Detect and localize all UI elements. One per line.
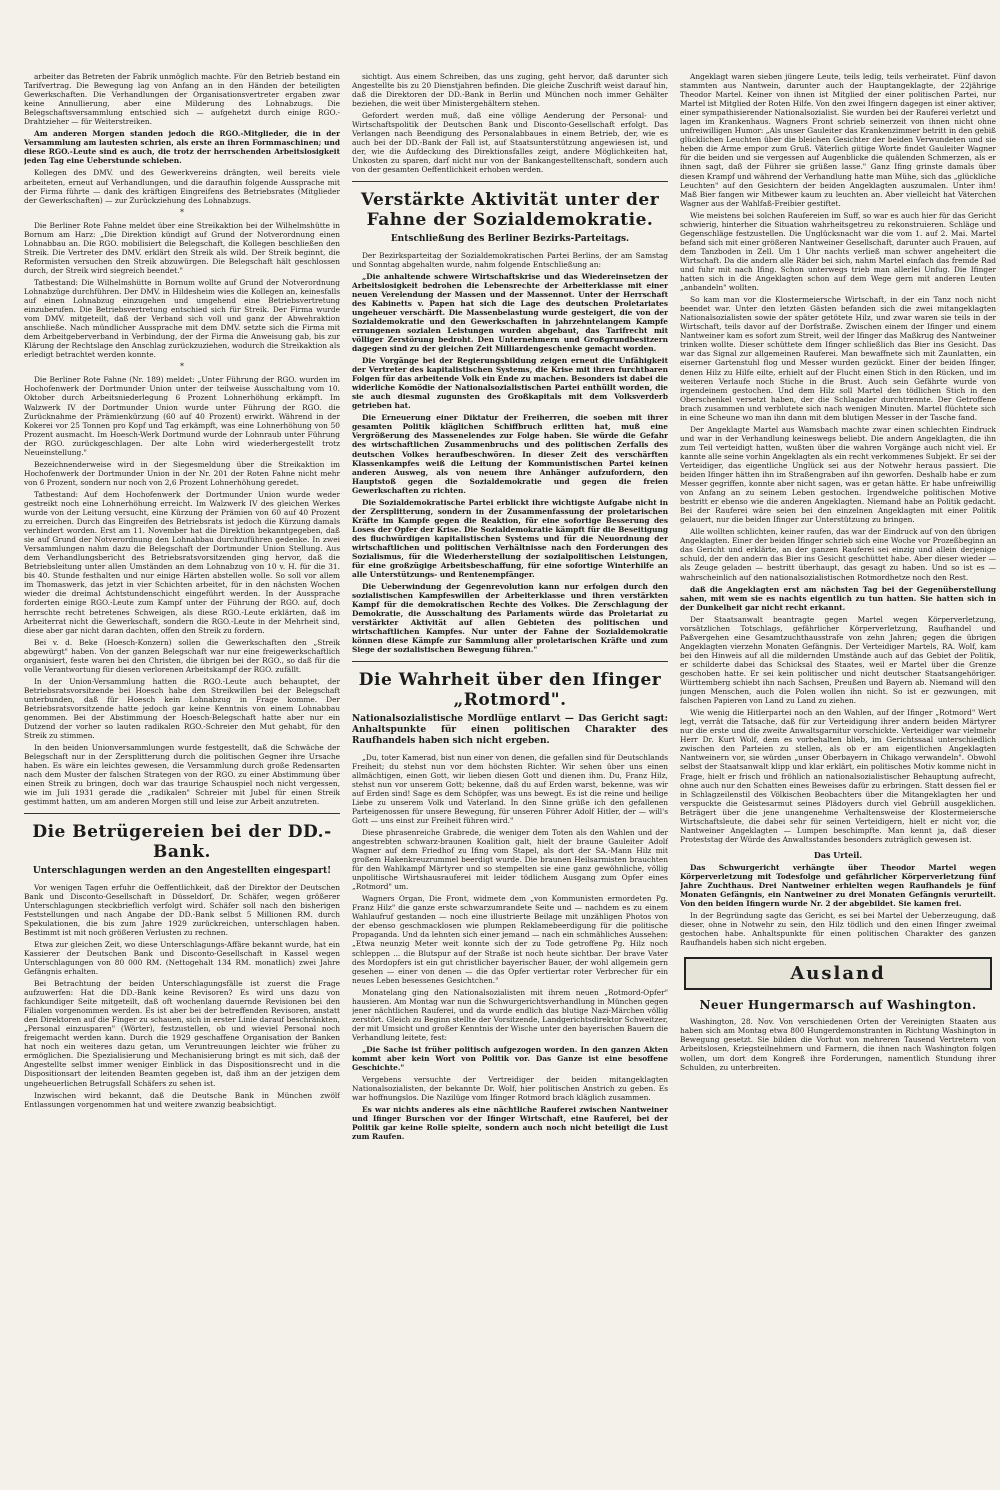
article-paragraph: Angeklagt waren sieben jüngere Leute, teils ledig, teils verheiratet. Fünf davon stammten aus Nantwein, darunter auch der Hauptangeklagte, der 22jährige Theodor Martel. Keiner von ihnen ist Mitglied der einer politischen Partei, nur Martel ist Mitglied der Roten Hilfe. Von den zwei Ifingern dagegen ist einer aktiver, einer sympathisierender Nationalsozialist. Sie wurden bei der Rauferei verletzt und lagen im Krankenhaus. Wagners Front schrieb seinerzeit von ihnen nicht ohne unfreiwilligen Humor: „Als unser Gauleiter das Krankenzimmer betritt in den gebiß glücklichen Leuchten über die bleichen Gesichter der beiden Verwundeten und sie heben die Arme empor zum Gruß. Väterlich gütige Worte findet Gauleiter Wagner für die beiden und sie vergessen auf Augenblicke die quälenden Schmerzen, als er ihnen sagt, daß der Führer sie grüßen lasse." Ganz Ifing grinste damals über diesen Krampf und während der Verhandlung hatte man Mühe, sich das „glückliche Leuchten" auf den Gesichtern der beiden Angeklagten auszumalen. Unter ihm! Maß Bier fangen wir Mitbewer kaum zu leuchten an. Aber vielleicht hat Väterchen Wagner aus der Wahlfaß-Freibier gestiftet. — [680, 72, 996, 208]
subheadline-rotmord: Nationalsozialistische Mordlüge entlarvt — Das Gericht sagt: Anhaltspunkte für einen politischen Charakter des Raufhandels haben sich nicht ergeben. — [352, 713, 668, 746]
headline-rotmord: Die Wahrheit über den Ifinger „Rotmord". — [358, 669, 662, 710]
article-paragraph: Die Berliner Rote Fahne meldet über eine Streikaktion bei der Wilhelmshütte in Bornum am Harz: „Die Direktion kündigt auf Grund der Notverordnung einen Lohnabbau an. Die RGO. mobilisiert die Belegschaft, die Kollegen beschließen den Streik. Die Vertreter des DMV. erklärt den Streik als wild. Der Streik beginnt, die Reformisten versuchen den Streik abzuwürgen. Die Belegschaft hält geschlossen durch, der Streik wird siegreich beendet." — [24, 220, 340, 275]
section-banner-ausland: Ausland — [684, 957, 992, 990]
article-paragraph: Tatbestand: Auf dem Hochofenwerk der Dortmunder Union wurde weder gestreikt noch eine Lohnerhöhung erreicht. Im Walzwerk IV des gleichen Werkes wurde von der Leitung versucht, eine Kürzung der Prämien von 60 auf 40 Prozent zu erreichen. Durch das Eingreifen des Betriebsrats ist jedoch die Kürzung damals verhindert worden. Erst am 11. November hat die Direktion bekanntgegeben, daß sie auf Grund der Notverordnung den Lohnabbau durchzuführen gedenke. In zwei Versammlungen nahm dazu die Belegschaft der Dortmunder Union Stellung. Aus dem Verhandlungsbericht des Betriebsratsvorsitzenden ging hervor, daß die Betriebsleitung unter allen Umständen an dem Lohnabzug von 10 v. H. für die 31. bis 40. Stunde festhalten und nur einige Härten abstellen wolle. So soll vor allem im Thomaswerk, das jetzt in vier Schichten arbeitet, für in den nächsten Wochen wieder die dreimal Achtstundenschicht eingeführt werden. In der Aussprache forderten einige RGO.-Leute zum Kampf unter der Führung der RGO. auf, doch herrschte recht betretenes Schweigen, als diese RGO.-Leute erklärten, daß im Arbeiterrat nicht die Gewerkschaft, sondern die RGO.-Leute in der Mehrheit sind, diese aber gar nicht daran dachten, offen den Streik zu fordern. — [24, 489, 340, 635]
column-2 — [352, 72, 668, 1480]
article-paragraph: Wie meistens bei solchen Raufereien im Suff, so war es auch hier für das Gericht schwierig, hinterher die Situation wahrheitsgetreu zu rekonstruieren. Schläge und Gegenschläge festzustellen. Die Unglücksnacht war die vom 1. auf 2. Mai. Martel befand sich mit einer größeren Nantweiner Gesellschaft, darunter auch Frauen, auf dem Tanzboden in Zell. Um 1 Uhr nachts verließ man schwer angeheitert die Wirtschaft. Da die andern alle Räder bei sich, nahm Martel einfach das fremde Rad und fuhr mit nach Ifing. Schon unterwegs trieb man allerlei Unfug. Die Ifinger hatten sich in die Angeklagten schon auf dem Wege gern mit anderen Leuten „anbandeln" wollten. — [680, 210, 996, 293]
article-paragraph: Tatbestand: Die Wilhelmshütte in Bornum wollte auf Grund der Notverordnung Lohnabzüge durchführen. Der DMV. in Hildesheim wies die Kollegen an, keinesfalls auf einen Lohnabzug einzugehen und umgehend eine Betriebsvertretung einzuberufen. Die Betriebsvertretung entschied sich für Streik. Der Firma wurde vom DMV. mitgeteilt, daß der Verband sich voll und ganz der Abwehraktion anschließe. Nach mündlicher Aussprache mit dem DMV. setzte sich die Firma mit dem Arbeitgeberverband in Verbindung, der der Firma die Anweisung gab, bis zur Klärung der Rechtslage den Anschlag zurückzuziehen, wodurch die Streikaktion als erledigt betrachtet werden konnte. — [24, 277, 340, 360]
separator-star: * — [180, 207, 184, 217]
article-paragraph: Vor wenigen Tagen erfuhr die Oeffentlichkeit, daß der Direktor der Deutschen Bank und Disconto-Gesellschaft in Düsseldorf, Dr. Schäfer, wegen größerer Unterschlagungen steckbrieflich verfolgt wird. Schäfer soll nach den bisherigen Feststellungen und nach Angabe der DD.-Bank selbst 5 Millionen RM. durch Spekulationen, die bis zum Jahre 1929 zurückreichen, unterschlagen haben. Bestimmt ist mit noch größeren Verlusten zu rechnen. — [24, 882, 340, 937]
column-1 — [24, 72, 340, 1480]
headline-sozialdemokratie: Verstärkte Aktivität unter der Fahne der Sozialdemokratie. — [360, 189, 660, 230]
article-paragraph: Inzwischen wird bekannt, daß die Deutsche Bank in München zwölf Entlassungen vorgenommen hat und weitere zwanzig beabsichtigt. — [24, 1090, 340, 1109]
article-paragraph: Die Sozialdemokratische Partei erblickt ihre wichtigste Aufgabe nicht in der Zersplitterung, sondern in der Zusammenfassung der proletarischen Kräfte im Kampfe gegen die Reaktion, für eine sofortige Besserung des Loses der Opfer der Krise. Die Sozialdemokratie kämpft für die Beseitigung des fluchwürdigen kapitalistischen Systems und für die Neuordnung der wirtschaftlichen und politischen Verhältnisse nach den Forderungen des Sozialismus, für die Wiederherstellung der sozialpolitischen Leistungen, für eine großzügige Arbeitsbeschaffung, für eine sofortige Winterhilfe an alle Unterstützungs- und Rentenempfänger. — [352, 497, 668, 580]
subheadline-sozialdemokratie: Entschließung des Berliner Bezirks-Parteitags. — [390, 233, 630, 244]
article-paragraph: daß die Angeklagten erst am nächsten Tag bei der Gegenüberstellung sahen, mit wem sie es nachts eigentlich zu tun hatten. Sie hatten sich in der Dunkelheit gar nicht recht erkannt. — [680, 584, 996, 612]
separator-star: * — [180, 362, 184, 372]
article-paragraph: Wie wenig die Hitlerpartei noch an den Wahlen, auf der Ifinger „Rotmord" Wert legt, verrät die Tatsache, daß für zur Verteidigung ihrer andern beiden Märtyrer nur die erste und die zweite Anwaltsgarnitur vorschickte. Verteidiger war vielmehr Herr Dr. Kurt Wolf, dem es vorbehalten blieb, im Gerichtssaal unterschiedlich zwischen den Parteien zu stellen, als ob er am eigentlichen Angeklagten Nantweinern vor, sie würden „unser Oberbayern in Chikago verwandeln". Obwohl selbst der Staatsanwalt klipp und klar erklärt, ein politisches Motiv komme nicht in Frage, hielt er frisch und fröhlich an nationalsozialistischer Behauptung aufrecht, ohne auch nur den Schatten eines Beweises dafür zu erbringen. Statt dessen fiel er in Schlagzeilenstil des Völkischen Beobachters über die Mitangeklagten her und verspuckte die Geistesarmut seines Plädoyers durch viel Gebrüll ausgeklichen. Beträgert über die jene unangenehme Verhaltensweise der Klostermeiersche Wirtschaftsleute, die dabei sehr für seinen Verteidigern, hielt er nicht vor, die Nantweiner Angeklagten — Lumpen beschimpfte. Man kennt ja, daß dieser Proteststag der Würde des Anwaltsstandes besonders zuträglich gewesen ist. — [680, 708, 996, 844]
headline-ddbank: Die Betrügereien bei der DD.-Bank. — [32, 821, 332, 862]
article-paragraph: Die Ueberwindung der Gegenrevolution kann nur erfolgen durch den sozialistischen Kampfeswillen der Arbeiterklasse und ihren verstärkten Kampf für die demokratischen Rechte des Volkes. Die Zerschlagung der Demokratie, die Ausschaltung des Parlaments würde das Proletariat zu verstärkter Aktivität auf allen Gebieten des politischen und wirtschaftlichen Kampfes. Nur unter der Fahne der Sozialdemokratie können diese Kämpfe zur Sammlung aller proletarischen Kräfte und zum Siege der sozialistischen Bewegung führen." — [352, 582, 668, 655]
article-paragraph: In den beiden Unionversammlungen wurde festgestellt, daß die Schwäche der Belegschaft nur in der Zersplitterung durch die politischen Gegner ihre Ursache haben. Es wäre ein leichtes gewesen, die Versammlung durch große Redensarten nach dem Muster der falschen Strategen von der RGO. zu einer Abstimmung über einen Streik zu bringen, doch war das traurige Schauspiel noch nicht vergessen, wie im Juli 1931 gerade die „radikalen" Schreier mit Jubel für einen Streik gestimmt hatten, um am anderen Morgen still und leise zur Arbeit anzutreten. — [24, 743, 340, 807]
article-divider — [352, 181, 668, 182]
article-paragraph: Der Staatsanwalt beantragte gegen Martel wegen Körperverletzung, vorsätzlichen Totschlags, gefährlicher Körperverletzung, Raufhandel und Paßvergehen eine Gesamtzuchthausstrafe von zehn Jahren; gegen die übrigen Angeklagten vierzehn Monaten Gefängnis. Der Verteidiger Martels, RA. Wolf, kam bei den Hinweis auf all die mildernden Umstände auch auf das Gebiet der Politik, er schilderte dabei das Schicksal des Staates, weil er Martel über die Grenze geschoben hatte. Er sei kein politischer und nicht deutscher Staatsangehöriger. Württemberg schiebt ihn nach Sachsen, Preußen und Bayern ab. Niemand will den jungen Menschen, auch die Polen wollen ihn nicht. So ist er gezwungen, mit falschen Papieren von Land zu Land zu ziehen. — [680, 614, 996, 706]
article-paragraph: Etwa zur gleichen Zeit, wo diese Unterschlagungs-Affäre bekannt wurde, hat ein Kassierer der Deutschen Bank und Disconto-Gesellschaft in Kassel wegen Unterschlagungen von 80 000 RM. (Nettogehalt 134 RM. monatlich) zwei Jahre Gefängnis erhalten. — [24, 939, 340, 976]
article-divider — [24, 813, 340, 814]
article-paragraph: Es war nichts anderes als eine nächtliche Rauferei zwischen Nantweiner und Ifinger Burschen vor der Ifinger Wirtschaft, eine Rauferei, bei der Politik gar keine Rolle spielte, sondern auch noch nicht beteiligt die Lust zum Raufen. — [352, 1105, 668, 1142]
article-paragraph: Bei v. d. Beke (Hoesch-Konzern) sollen die Gewerkschaften den „Streik abgewürgt" haben. Von der ganzen Belegschaft war nur eine freigewerkschaftlich organisiert, feste waren bei den Christen, die übrigen bei der RGO., so daß für die volle Verantwortung für diesen verlorenen Arbeitskampf der RGO. zufällt. — [24, 637, 340, 674]
article-paragraph: Der Bezirksparteitag der Sozialdemokratischen Partei Berlins, der am Samstag und Sonntag abgehalten wurde, nahm folgende Entschließung an: — [352, 250, 668, 269]
column-3 — [680, 72, 996, 1480]
article-divider — [352, 661, 668, 662]
article-paragraph: Washington, 28. Nov. Von verschiedenen Orten der Vereinigten Staaten aus haben sich am Montag etwa 800 Hungerdemonstranten in Richtung Washington in Bewegung gesetzt. Sie bilden die Vorhut von mehreren Tausend Vertretern von Arbeitslosen, Kriegsteilnehmern und Farmern, die ihnen nach Washington folgen wollen, um dort dem Kongreß ihre Forderungen, namentlich Stundung ihrer Schulden, zu unterbreiten. — [680, 1017, 996, 1072]
article-paragraph: Bezeichnenderweise wird in der Siegesmeldung über die Streikaktion im Hochofenwerk der Dortmunder Union in der Nr. 201 der Roten Fahne nicht mehr von 6 Prozent, sondern nur noch von 2,6 Prozent Lohnerhöhung geredet. — [24, 459, 340, 487]
article-paragraph: Diese phrasenreiche Grabrede, die weniger dem Toten als den Wahlen und der angestrebten schwarz-braunen Koalition galt, hielt der braune Gauleiter Adolf Wagner auf dem Friedhof zu Ifing vom Stapel, als dort der SA.-Mann Hilz mit großem Hakenkreuzrummel beerdigt wurde. Die braunen Heilsarmisten brauchten für den Wahlkampf Märtyrer und so stempelten sie eine ganz gewöhnliche, völlig unpolitische Wirtshausrauferei mit leider tödlichem Ausgang zum Opfer eines „Rotmord" um. — [352, 827, 668, 892]
section-title-urteil: Das Urteil. — [813, 849, 863, 860]
article-paragraph: Die Vorgänge bei der Regierungsbildung zeigen erneut die Unfähigkeit der Vertreter des kapitalistischen Systems, die Krise mit ihren furchtbaren Folgen für das arbeitende Volk ein Ende zu machen. Besonders ist dabei die widerliche Komödie der Nationalsozialistischen Partei enthüllt worden, die sie auch diesmal zugunsten des Großkapitals mit dem Volksverderb getrieben hat. — [352, 356, 668, 411]
article-paragraph: Alle wollten schlichten, keiner raufen, das war der Eindruck auf von den übrigen Angeklagten. Einer der beiden Ifinger schrieb sich eine Woche vor Prozeßbeginn an das Gericht und erklärte, an der ganzen Rauferei sei einzig und allein derjenige schuld, der den andern das Bier ins Gesicht geschüttet habe. Aber dieser wieder — als Zeuge geladen — bestritt überhaupt, das gesagt zu haben. Und so ist es — wahrscheinlich auf den nationalsozialistischen Rotmordhetze noch den Rest. — [680, 527, 996, 582]
article-paragraph: Vergebens versuchte der Vertreidiger der beiden mitangeklagten Nationalsozialisten, der bekannte Dr. Wolf, hier politischen Anstrich zu geben. Es war hoffnungslos. Die Nazilüge vom Ifinger Rotmord brach kläglich zusammen. — [352, 1075, 668, 1103]
article-paragraph: Die Berliner Rote Fahne (Nr. 189) meldet: „Unter Führung der RGO. wurden im Hochofenwerk der Dortmunder Union unter der teilweise Ausschaltung vom 10. Oktober durch Arbeitsniederlegung 6 Prozent Lohnerhöhung erkämpft. Im Walzwerk IV der Dortmunder Union wurde unter Führung der RGO. die Zurücknahme der Prämienkürzung (60 auf 40 Prozent) erwirkt. Während in der Kokerei vor 25 Tonnen pro Kopf und Tag erkämpft, was eine Lohnerhöhung von 50 Prozent ausmacht. Im Hoesch-Werk Dortmund wurde der Lohnraub unter Führung der RGO. zurückgeschlagen. Der alte Lohn wird wiederhergestellt trotz Neueinstellung." — [24, 375, 340, 457]
article-paragraph: Die Erneuerung einer Diktatur der Freiherren, die soeben mit ihrer gesamten Politik kläglichen Schiffbruch erlitten hat, muß eine Vergrößerung des Massenelendes zur Folge haben. Sie würde die Gefahr des wirtschaftlichen Zusammenbruchs und des politischen Zerfalls des deutschen Volkes heraufbeschwören. In dieser Zeit des verschärften Klassenkampfes weiß die Leitung der Kommunistischen Partei keinen anderen Ausweg, als von neuem ihre Anhänger aufzufordern, den Hauptstoß gegen die Sozialdemokratie und gegen die freien Gewerkschaften zu richten. — [352, 413, 668, 495]
article-paragraph: arbeiter das Betreten der Fabrik unmöglich machte. Für den Betrieb bestand ein Tarifvertrag. Die Bewegung lag von Anfang an in den Händen der beteiligten Gewerkschaften. Die Verhandlungen der Organisationsvertreter ergaben zwar keine Annullierung, aber eine Milderung des Lohnabzugs. Die Belegschaftsversammlung entschied sich — aufgehetzt durch einige RGO.-Drahtzieher — für Weiterstreiken. — [24, 72, 340, 127]
article-paragraph: Kollegen des DMV. und des Gewerkvereins drängten, weil bereits viele arbeiteten, erneut auf Verhandlungen, und die daraufhin folgende Aussprache mit der Firma führte — dank des kräftigen Eingreifens des Betriebsrates (Mitglieder der Gewerkschaften) — zur Zurückziehung des Lohnabzugs. — [24, 168, 340, 205]
article-paragraph: Monatelang ging den Nationalsozialisten mit ihrem neuen „Rotmord-Opfer" hausieren. Am Montag war nun die Schwurgerichtsverhandlung in München gegen jener nächtlichen Rauferei, und da wurde endlich das blutige Nazi-Märchen völlig zerstört. Gleich zu Beginn stellte der Vorsitzende, Landgerichtsdirektor Schweitzer, der mit Umsicht und großer Kenntnis der Wische unter den bayerischen Bauern die Verhandlung leitete, fest: — [352, 987, 668, 1042]
article-paragraph: Der Angeklagte Martel aus Wamsbach machte zwar einen schlechten Eindruck und war in der Verhandlung keineswegs beliebt. Die andern Angeklagten, die ihn zum Teil verteidigt hatten, wußten über die wahren Vorgänge auch nicht viel. Er kannte alle seine vorhin Angeklagten als ein recht verkommenes Subjekt. Er sei der Verteidiger, das eigentliche Unglück sei aus der Notwehr heraus passiert. Die beiden Ifinger hätten ihn im Straßengraben auf ihn geworfen. Deshalb habe er zum Messer gegriffen, konnte aber nicht sagen, was er getan hätte. Er habe unfreiwillig von Anfang an zu seinem Leben gestochen. Irgendwelche politischen Motive bestritt er ebenso wie die anderen Angeklagten. Niemand habe an Politik gedacht. Bei der Rauferei wäre seien bei den einzelnen Angeklagten mit einer Politik gelauert, nur die beiden Ifinger zur Unterstützung zu bringen. — [680, 424, 996, 525]
article-paragraph: sichtigt. Aus einem Schreiben, das uns zuging, geht hervor, daß darunter sich Angestellte bis zu 20 Dienstjahren befinden. Die gleiche Zuschrift weist darauf hin, daß die Direktoren der DD.-Bank in Berlin und München noch immer Gehälter beziehen, die weit über Ministergehältern stehen. — [352, 72, 668, 109]
article-paragraph: So kam man vor die Klostermeiersche Wirtschaft, in der ein Tanz noch nicht beendet war. Unter den letzten Gästen befanden sich die zwei mitangeklagten Nationalsozialisten sowie der später getötete Hilz, und zwar waren sie teils in der Wirtschaft, teils davor auf der Dorfstraße. Zwischen einem der Ifinger und einem Nantweiner kam es sofort zum Streit, weil der Ifinger das Maßkrug des Nantweiner trinken wollte. Dieser schüttete dem Ifinger schließlich das Bier ins Gesicht. Das war das Signal zur allgemeinen Rauferei. Man bewaffnete sich mit Zaunlatten, ein eiserner Gartenstuhl flog und Messer wurden gezückt. Einer der beiden Ifinger, denen Hilz zu Hilfe eilte, erhielt auf der Flucht einen Stich in den Rücken, und im weiteren Verlaufe noch Stiche in die Brust. Auch sein Gefährte wurde von irgendeinem gestochen. Und dem Hilz soll Martel den tödlichen Stich in den Oberschenkel versetzt haben, der die Schlagader durchtrennte. Der Getroffene brach zusammen und verblutete sich nach wenigen Minuten. Martel flüchtete sich in eine Scheune wo man ihn dann mit dem blutigen Messer in der Tasche fand. — [680, 295, 996, 422]
article-paragraph: Das Schwurgericht verhängte über Theodor Martel wegen Körperverletzung mit Todesfolge und gefährlicher Körperverletzung fünf Jahre Zuchthaus. Drei Nantweiner erhielten wegen Raufhandels je fünf Monaten Gefängnis, ein Nantweiner zu drei Monaten Gefängnis verurteilt. Von den beiden Ifingern wurde Nr. 2 der abgebildet. Sie kamen frei. — [680, 862, 996, 909]
article-paragraph: Wagners Organ, Die Front, widmete dem „von Kommunisten ermordeten Pg. Franz Hilz" die ganze erste schwarzumrandete Seite und — nachdem es zu einem Wahlaufruf gestanden — noch eine illustrierte Beilage mit unzähligen Photos von der ebenso geschmacklosen wie plumpen Reklamebeerdigung für die politische Propaganda. Und da lehnten sich einer jemand — nach ein schmähliches Aussehen: „Etwa neunzig Meter weit konnte sich der zu Tode getroffene Pg. Hilz noch schleppen ... die Blutspur auf der Straße ist noch heute sichtbar. Der brave Vater des Mordopfers ist ein gut christlicher bayerischer Bauer, der wohl allgemein gern gesehen — einer von denen — die das Opfer vertiertar roter Verbrecher für ein neues Leben besessenes Gesichtchen." — [352, 894, 668, 985]
article-paragraph: „Die anhaltende schwere Wirtschaftskrise und das Wiedereinsetzen der Arbeitslosigkeit bedrohen die Lebensrechte der Arbeiterklasse mit einer neuen Verelendung der Massen und der Massennot. Unter der Herrschaft des Kabinetts v. Papen hat sich die Lage des deutschen Proletariates ungeheuer verschärft. Die Massenbelastung wurde gesteigert, die von der Sozialdemokratie und den Gewerkschaften in jahrzehntelangem Kampfe errungenen sozialen Leistungen wurden abgebaut, das Tarifrecht mit völliger Zerstörung bedroht. Den Unternehmern und Großgrundbesitzern dagegen sind zu der gleichen Zeit Milliardengeschenke gemacht worden. — [352, 271, 668, 353]
article-paragraph: In der Begründung sagte das Gericht, es sei bei Martel der Ueberzeugung, daß dieser, ohne in Notwehr zu sein, den Hilz tödlich und den einen Ifinger zweimal gestochen habe. Anhaltspunkte für einen politischen Charakter des ganzen Raufhandels haben sich nicht ergeben. — [680, 911, 996, 948]
article-paragraph: „Du, toter Kamerad, bist nun einer von denen, die gefallen sind für Deutschlands Freiheit; du stehst nun vor dem höchsten Richter. Wir sehen über uns einen allmächtigen, einen Gott, wir lieben diesen Gott und dienen ihm. Du, Franz Hilz, stehst nun vor unserem Gott; bekenne, daß du auf Erden warst, bekenne, was wir auf Erden sind! Sage es dem Schöpfer, was uns bewegt. Es ist die reine und heilige Liebe zu unserem Volk und Vaterland. In den Sinne grüße ich den gefallenen Parteigenossen für unsere Bewegung, für unseren Führer Adolf Hitler, der — will's Gott — uns einst zur Freiheit führen wird." — [352, 752, 668, 825]
article-paragraph: In der Union-Versammlung hatten die RGO.-Leute auch behauptet, der Betriebsratsvorsitzende bei Hoesch habe den Streikwillen bei der Belegschaft unterbunden, daß für Hoesch kein Lohnabzug in Frage komme. Der Betriebsratsvorsitzende hatte jedoch gar keine Kenntnis von einem Lohnabbau genommen. Bei der Abstimmung der Hoesch-Belegschaft hatte aber nur ein Dutzend der vorher so lauten radikalen RGO.-Schreier den Mut gehabt, für den Streik zu stimmen. — [24, 676, 340, 741]
article-paragraph-bold: Am anderen Morgen standen jedoch die RGO.-Mitglieder, die in der Versammlung am lautesten schrien, als erste an ihren Formmaschinen; und diese RGO.-Leute sind es auch, die trotz der herrschenden Arbeitslosigkeit jeden Tag eine Ueberstunde schieben. — [24, 129, 340, 166]
headline-hungermarsch: Neuer Hungermarsch auf Washington. — [699, 998, 977, 1013]
article-paragraph: Gefordert werden muß, daß eine völlige Aenderung der Personal- und Wirtschaftspolitik der Deutschen Bank und Disconto-Gesellschaft erfolgt. Das Verlangen nach Beendigung des Personalabbaues in einem Betrieb, der, wie es auch bei der DD.-Bank der Fall ist, auf Staatsunterstützung angewiesen ist, und der, wie die Aufdeckung des Direktionsfalles zeigt, andere Möglichkeiten hat, Unkosten zu sparen, darf nicht nur von der Bankangestelltenschaft, sondern auch von der gesamten Oeffentlichkeit erhoben werden. — [352, 111, 668, 175]
article-paragraph: Bei Betrachtung der beiden Unterschlagungsfälle ist zuerst die Frage aufzuwerfen: Hat die DD.-Bank keine Revisoren? Es wird uns dazu von fachkundiger Seite mitgeteilt, daß oft wochenlang dauernde Revisionen bei den Filialen vorgenommen werden. Es ist aber bei der betreffenden Revisoren, anstatt den Direktoren auf die Finger zu schauen, sich in erster Linie darauf beschränkten, „Personal einzusparen" (Wörter), festzustellen, ob und wieviel Personal noch freigemacht werden kann. Durch die 1929 geschaffene Organisation der Banken hat noch ein weiteres dazu getan, um Veruntreuungen leichter wie früher zu ermöglichen. Die Spezialisierung und Mechanisierung bringt es mit sich, daß der Angestellte selbst immer weniger Einblick in das Dispositionsrecht und in die Dispositionsart der leitenden Beamten gegeben ist, daß ihm an der jetzigen dem ungeheuerlichen Betrugsfall Schäfers zu sehen ist. — [24, 978, 340, 1088]
article-paragraph: „Die Sache ist früher politisch aufgezogen worden. In den ganzen Akten kommt aber kein Wort von Politik vor. Das Ganze ist eine besoffene Geschichte." — [352, 1044, 668, 1073]
subheadline-ddbank: Unterschlagungen werden an den Angestellten eingespart! — [32, 865, 332, 876]
